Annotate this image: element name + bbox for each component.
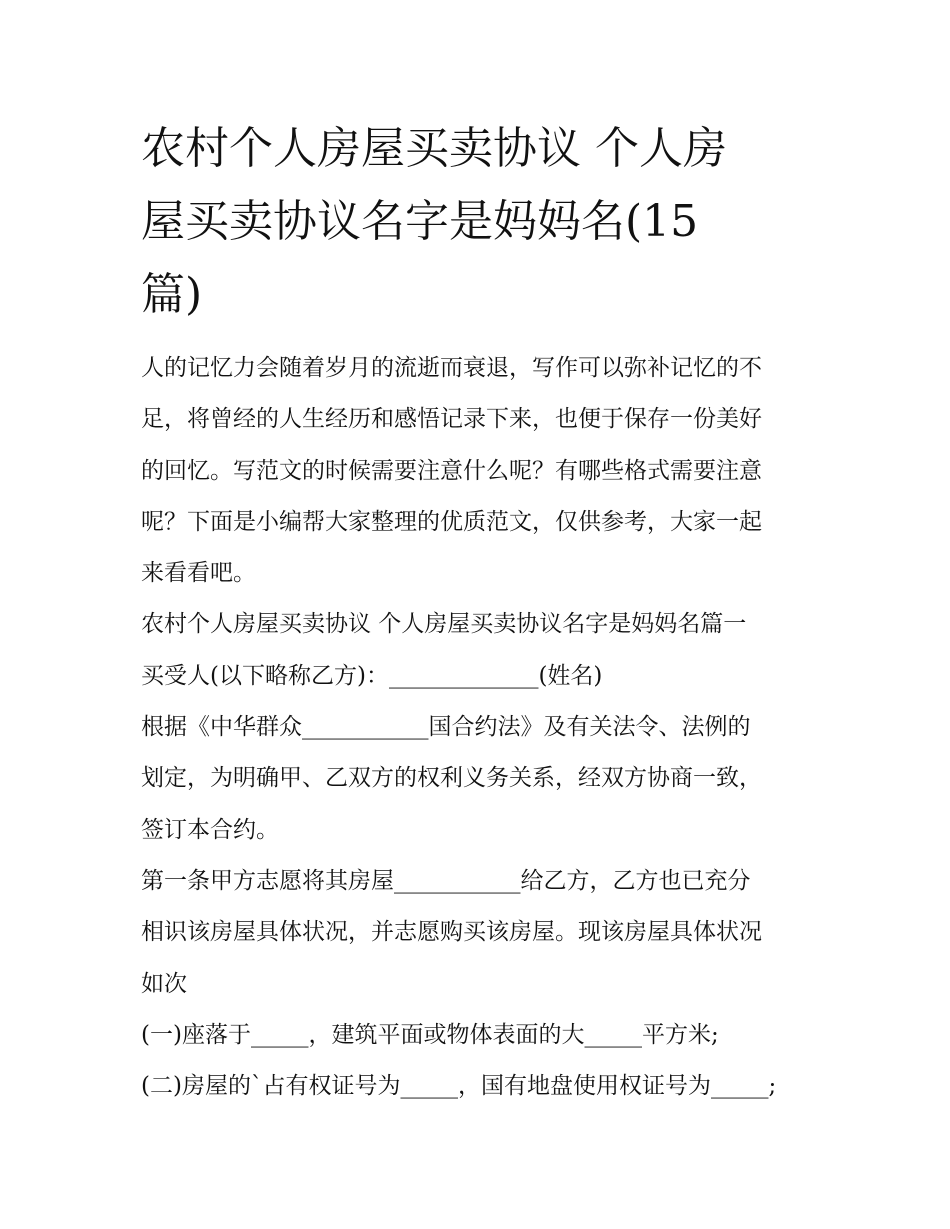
- legal-basis-paragraph: 根据《中华群众___________国合约法》及有关法令、法例的 划定，为明确甲、乙双方的权利义务关系，经双方协商一致， 签订本合约。: [141, 714, 762, 843]
- document-content: [141, 112, 821, 1112]
- buyer-line: 买受人(以下略称乙方)：_____________(姓名): [141, 662, 603, 689]
- article-one-paragraph: 第一条甲方志愿将其房屋___________给乙方，乙方也已充分 相识该房屋具体状况，并志愿购买该房屋。现该房屋具体状况 如次: [141, 867, 762, 997]
- clause-one-location: (一)座落于_____，建筑平面或物体表面的大_____平方米;: [141, 1021, 719, 1048]
- document-title: 农村个人房屋买卖协议 个人房 屋买卖协议名字是妈妈名(15 篇): [141, 123, 727, 320]
- clause-two-certificate: (二)房屋的`占有权证号为_____，国有地盘使用权证号为_____;: [141, 1073, 777, 1100]
- intro-paragraph: 人的记忆力会随着岁月的流逝而衰退，写作可以弥补记忆的不 足，将曾经的人生经历和感悟记录下来，也便于保存一份美好 的回忆。写范文的时候需要注意什么呢？有哪些格式需要注意 呢？下面是小编帮大家整理的优质范文，仅供参考，大家一起 来看看吧。: [141, 355, 762, 587]
- section-heading: 农村个人房屋买卖协议 个人房屋买卖协议名字是妈妈名篇一: [141, 611, 747, 638]
